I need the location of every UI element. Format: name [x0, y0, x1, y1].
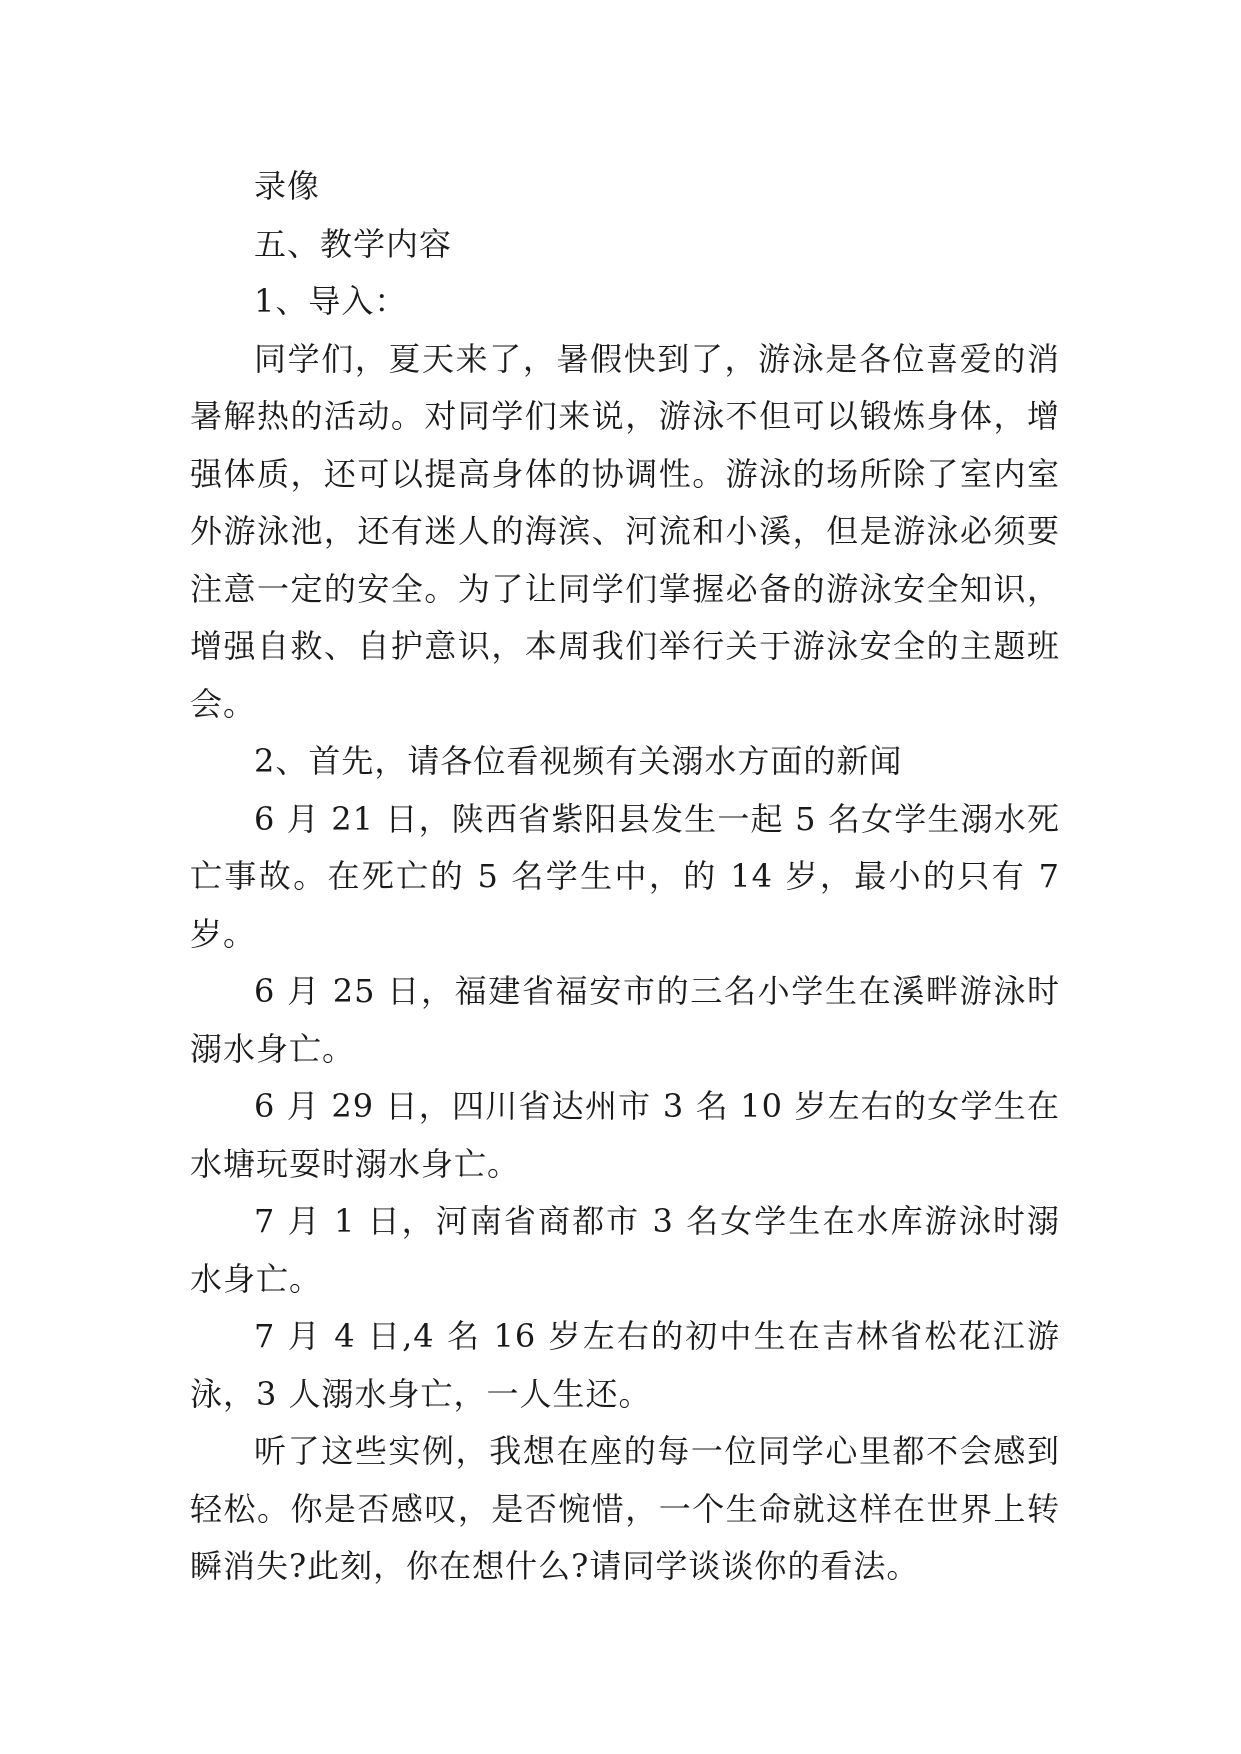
subheading-introduction: 1、导入： [254, 282, 408, 320]
news-item-june-25: 6 月 25 日，福建省福安市的三名小学生在溪畔游泳时溺水身亡。 [190, 972, 1060, 1068]
news-item-june-29: 6 月 29 日，四川省达州市 3 名 10 岁左右的女学生在水塘玩耍时溺水身亡。 [190, 1087, 1060, 1183]
subheading-news-video: 2、首先，请各位看视频有关溺水方面的新闻 [254, 742, 903, 780]
news-item-july-4: 7 月 4 日,4 名 16 岁左右的初中生在吉林省松花江游泳，3 人溺水身亡，一人生还。 [190, 1317, 1060, 1413]
paragraph-reflection: 听了这些实例，我想在座的每一位同学心里都不会感到轻松。你是否感叹，是否惋惜，一个生命就这样在世界上转瞬消失?此刻，你在想什么?请同学谈谈你的看法。 [190, 1432, 1060, 1585]
paragraph-introduction: 同学们，夏天来了，暑假快到了，游泳是各位喜爱的消暑解热的活动。对同学们来说，游泳不但可以锻炼身体，增强体质，还可以提高身体的协调性。游泳的场所除了室内室外游泳池，还有迷人的海滨、河流和小溪，但是游泳必须要注意一定的安全。为了让同学们掌握必备的游泳安全知识，增强自救、自护意识，本周我们举行关于游泳安全的主题班会。 [190, 339, 1060, 723]
paragraph-label-video: 录像 [254, 167, 321, 205]
section-heading-teaching-content: 五、教学内容 [254, 224, 453, 263]
document-body [190, 158, 1060, 1596]
news-item-june-21: 6 月 21 日，陕西省紫阳县发生一起 5 名女学生溺水死亡事故。在死亡的 5 名学生中，的 14 岁，最小的只有 7 岁。 [190, 799, 1060, 953]
news-item-july-1: 7 月 1 日，河南省商都市 3 名女学生在水库游泳时溺水身亡。 [190, 1202, 1060, 1298]
